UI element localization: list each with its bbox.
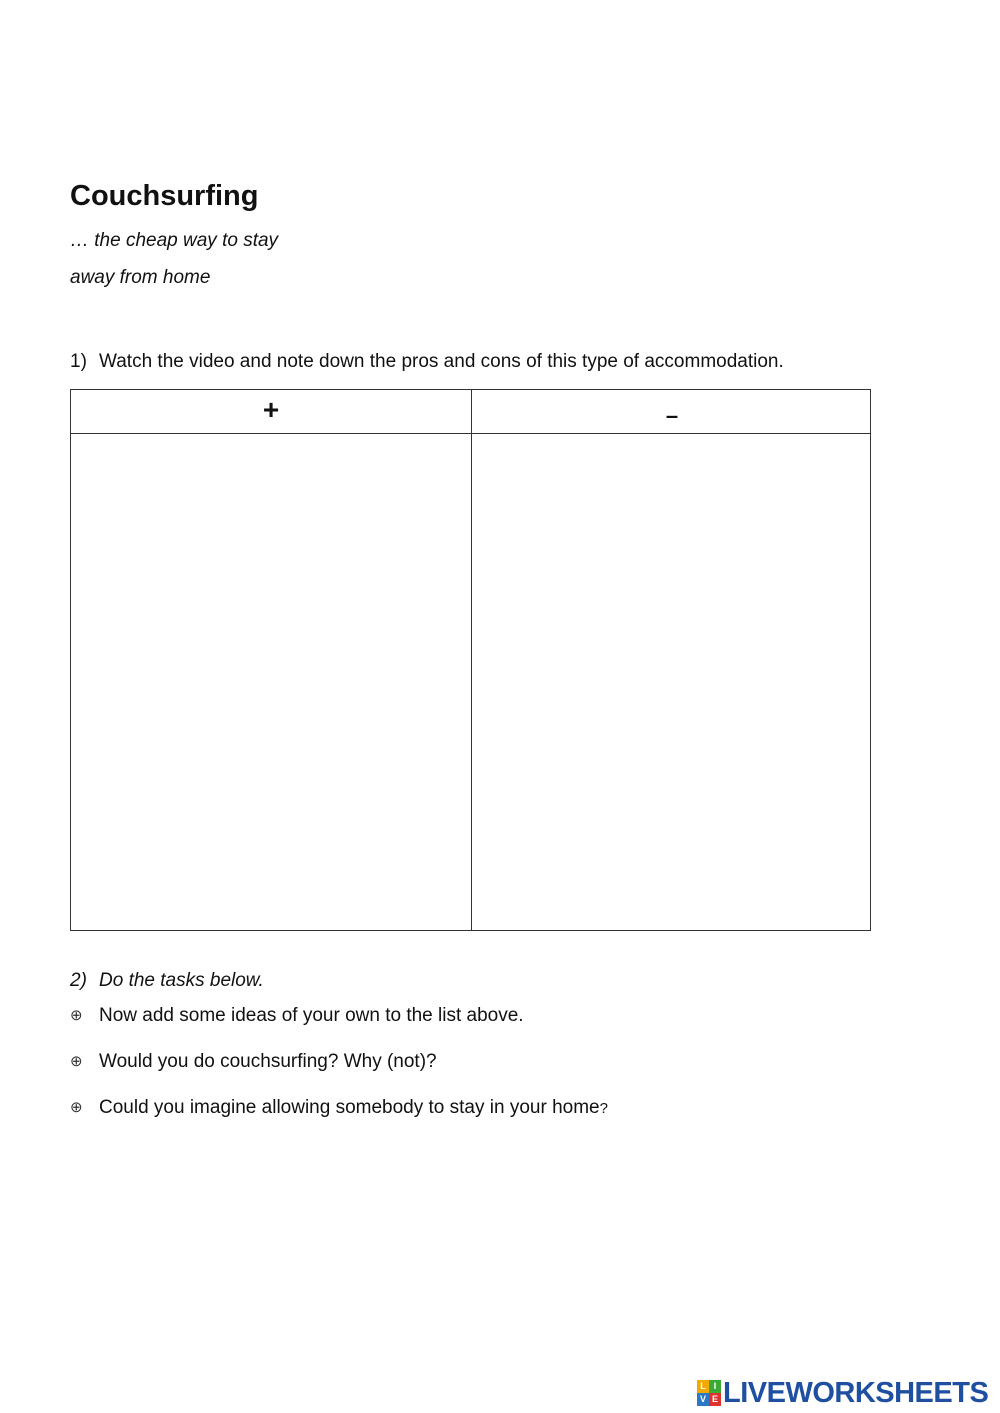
pros-answer-cell[interactable] bbox=[71, 434, 470, 930]
liveworksheets-logo-icon bbox=[697, 1380, 721, 1406]
task-1-text: Watch the video and note down the pros and cons of this type of accommodation. bbox=[99, 351, 784, 372]
page-title: Couchsurfing bbox=[70, 180, 259, 212]
task-2-item-3 bbox=[70, 1097, 608, 1119]
logo-letter-v: V bbox=[697, 1393, 709, 1406]
logo-letter-e: E bbox=[709, 1393, 721, 1406]
circled-plus-icon: ⊕ bbox=[70, 1007, 83, 1024]
task-2-number: 2) bbox=[70, 970, 87, 991]
pros-header-plus-icon: + bbox=[262, 394, 280, 425]
task-1-number: 1) bbox=[70, 351, 87, 372]
liveworksheets-logo bbox=[697, 1377, 988, 1409]
task-2-text: Do the tasks below. bbox=[99, 970, 264, 991]
subtitle-line-1: … the cheap way to stay bbox=[70, 230, 279, 251]
circled-plus-icon: ⊕ bbox=[70, 1099, 83, 1116]
task-2-item-1 bbox=[70, 1005, 524, 1027]
cons-header-minus-icon: – bbox=[665, 403, 679, 428]
circled-plus-icon: ⊕ bbox=[70, 1053, 83, 1070]
subtitle-line-2: away from home bbox=[70, 267, 211, 288]
task-2-item-3-suffix: ? bbox=[599, 1100, 608, 1117]
task-2-item-1-text: Now add some ideas of your own to the list above. bbox=[99, 1005, 524, 1026]
task-1-instruction bbox=[70, 351, 784, 373]
task-2-item-3-text: Could you imagine allowing somebody to stay in your home bbox=[99, 1097, 600, 1118]
task-2-item-2-text: Would you do couchsurfing? Why (not) bbox=[99, 1051, 427, 1072]
task-2-item-2-suffix: ? bbox=[426, 1051, 437, 1072]
task-2-item-2 bbox=[70, 1051, 437, 1073]
task-2-instruction bbox=[70, 970, 264, 992]
cons-answer-cell[interactable] bbox=[472, 434, 871, 930]
logo-letter-l: L bbox=[697, 1380, 709, 1393]
pros-cons-table bbox=[70, 389, 871, 931]
liveworksheets-logo-text: LIVEWORKSHEETS bbox=[723, 1376, 989, 1409]
logo-letter-i: I bbox=[709, 1380, 721, 1393]
